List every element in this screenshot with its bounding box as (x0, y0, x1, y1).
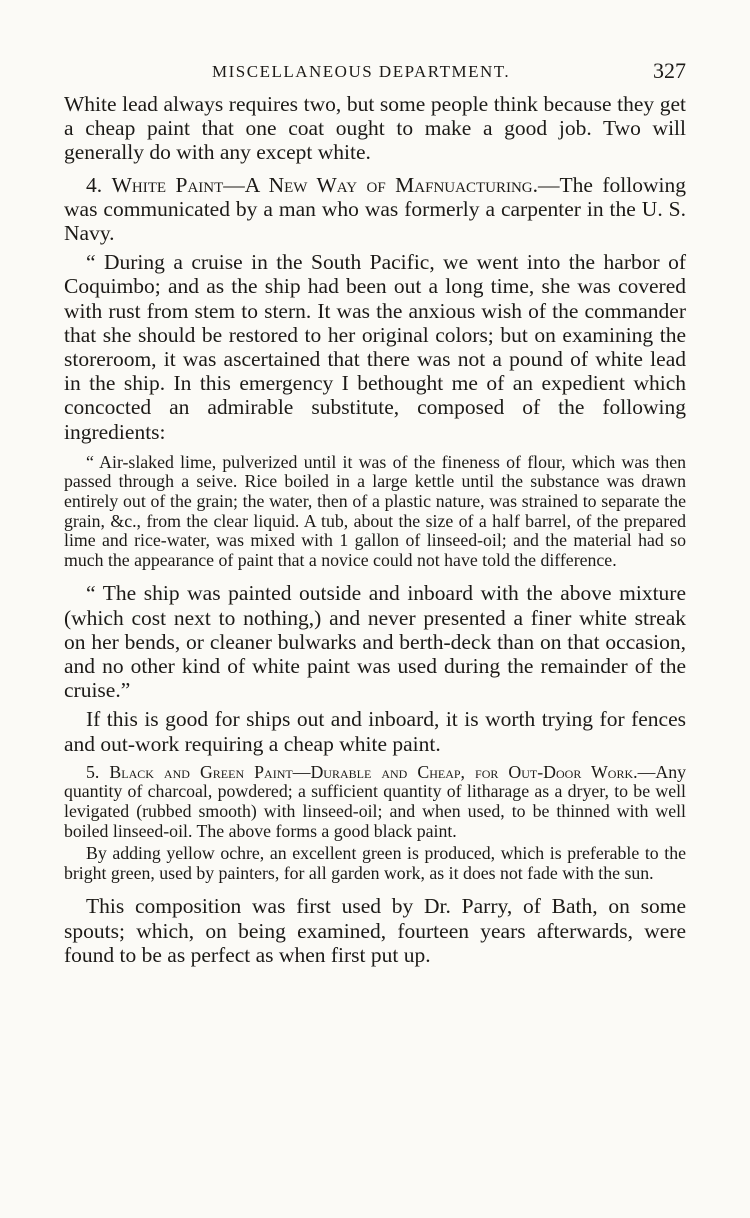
paragraph-cruise: “ During a cruise in the South Pacific, we went into the harbor of Coquimbo; and as the ship had been out a long time, she was covered with rust from stem to stern. It was the anxious wish of the commander that she should be restored to her original colors; but on examining the storeroom, it was ascertained that there was not a pound of white lead in the ship. In this emergency I bethought me of an expedient which concocted an admirable substitute, composed of the following ingredients: (64, 250, 686, 444)
paragraph-ship-painted: “ The ship was painted outside and inboard with the above mixture (which cost next to nothing,) and never presented a finer white streak on her bends, or cleaner bulwarks and berth-deck than on that occasion, and no other kind of white paint was used during the remainder of the cruise.” (64, 581, 686, 703)
paragraph-ingredients: “ Air-slaked lime, pulverized until it was of the fineness of flour, which was then passed through a seive. Rice boiled in a large kettle until the substance was drawn entirely out of the grain; the water, then of a plastic nature, was strained to separate the grain, &c., from the clear liquid. A tub, about the size of a half barrel, of the prepared lime and rice-water, was mixed with 1 gallon of linseed-oil; and the material had so much the appearance of paint that a novice could not have told the difference. (64, 451, 686, 570)
section-number: 4. (86, 172, 103, 197)
paragraph-white-lead: White lead always requires two, but some people think because they get a cheap paint that one coat ought to make a good job. Two will generally do with any except white. (64, 92, 686, 165)
page-header (64, 56, 686, 92)
section-body: —Any quantity of charcoal, powdered; a sufficient quantity of litharage as a dryer, to be well levigated (rubbed smooth) with linseed-oil; and when used, to be thinned with well boiled linseed-oil. The above forms a good black paint. (64, 761, 686, 841)
page-number: 327 (653, 58, 686, 83)
section-heading: White Paint—A New Way of Mafnuacturing. (111, 172, 539, 197)
paragraph-fences: If this is good for ships out and inboard, it is worth trying for fences and out-work requiring a cheap white paint. (64, 707, 686, 756)
paragraph-black-green (64, 763, 686, 841)
section-body: —The following was communicated by a man who was formerly a carpenter in the U. S. Navy. (64, 172, 687, 246)
paragraph-yellow-ochre: By adding yellow ochre, an excellent green is produced, which is preferable to the bright green, used by painters, for all garden work, as it does not fade with the sun. (64, 843, 686, 883)
paragraph-parry: This composition was first used by Dr. Parry, of Bath, on some spouts; which, on being examined, fourteen years afterwards, were found to be as perfect as when first put up. (64, 894, 686, 967)
section-heading: Black and Green Paint—Durable and Cheap, for Out-Door Work. (109, 761, 638, 782)
running-head: MISCELLANEOUS DEPARTMENT. (212, 62, 511, 81)
paragraph-white-paint (64, 173, 686, 246)
book-page (64, 56, 686, 967)
section-number: 5. (86, 761, 100, 782)
